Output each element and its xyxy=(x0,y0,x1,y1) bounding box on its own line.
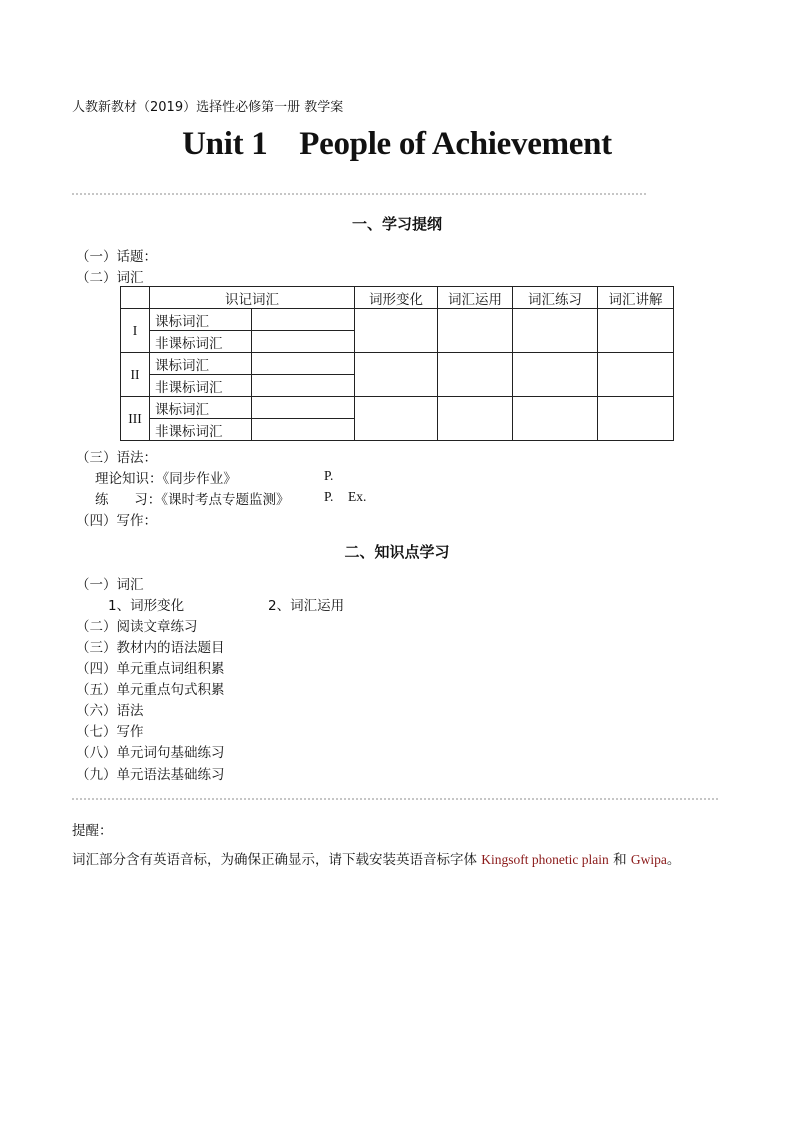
knowledge-item: （六）语法 xyxy=(76,703,144,719)
font-name-gwipa: Gwipa xyxy=(630,852,667,867)
table-cell xyxy=(438,397,513,441)
section-1-title: 一、学习提纲 xyxy=(351,215,442,233)
table-cell xyxy=(598,397,674,441)
page-title: Unit 1 People of Achievement xyxy=(182,126,612,162)
table-cell xyxy=(438,353,513,397)
table-cell xyxy=(252,397,355,419)
vocab-table xyxy=(120,286,674,441)
tip-text-before: 词汇部分含有英语音标，为确保正确显示，请下载安装英语音标字体 xyxy=(72,852,482,868)
table-cell xyxy=(598,309,674,353)
theory-page: P. xyxy=(324,468,334,483)
outline-topic: （一）话题： xyxy=(76,249,157,265)
table-cell xyxy=(513,309,598,353)
row-label: 非课标词汇 xyxy=(150,419,252,441)
table-header: 词汇运用 xyxy=(438,287,513,309)
row-label: 课标词汇 xyxy=(150,309,252,331)
practice-label: 练 习：《课时考点专题监测》 xyxy=(95,492,290,508)
table-header: 识记词汇 xyxy=(150,287,355,309)
group-label: III xyxy=(121,397,150,441)
table-header: 词汇练习 xyxy=(513,287,598,309)
knowledge-item: （四）单元重点词组积累 xyxy=(76,661,225,677)
page-header: 人教新教材（2019）选择性必修第一册 教学案 xyxy=(72,100,344,115)
row-label: 课标词汇 xyxy=(150,397,252,419)
knowledge-vocab: （一）词汇 xyxy=(76,577,144,593)
divider-top xyxy=(72,193,646,195)
practice-page: P. xyxy=(324,489,334,504)
knowledge-sub-1: 1、词形变化 xyxy=(108,598,185,614)
tip-label: 提醒： xyxy=(72,823,113,839)
group-label: I xyxy=(121,309,150,353)
knowledge-item: （二）阅读文章练习 xyxy=(76,619,198,635)
table-cell xyxy=(438,309,513,353)
table-cell xyxy=(355,353,438,397)
table-cell xyxy=(252,375,355,397)
knowledge-item: （九）单元语法基础练习 xyxy=(76,767,225,783)
table-corner xyxy=(121,287,150,309)
table-header: 词形变化 xyxy=(355,287,438,309)
table-cell xyxy=(252,331,355,353)
table-cell xyxy=(252,353,355,375)
section-2-title: 二、知识点学习 xyxy=(344,543,450,561)
font-name-kingsoft: Kingsoft phonetic plain xyxy=(481,852,609,867)
table-cell xyxy=(355,309,438,353)
table-cell xyxy=(252,309,355,331)
tip-text-after: 。 xyxy=(666,852,681,868)
outline-vocab: （二）词汇 xyxy=(76,270,144,286)
tip-text-middle: 和 xyxy=(608,852,631,868)
knowledge-item: （五）单元重点句式积累 xyxy=(76,682,225,698)
table-cell xyxy=(355,397,438,441)
row-label: 非课标词汇 xyxy=(150,331,252,353)
divider-bottom xyxy=(72,798,718,800)
knowledge-item: （三）教材内的语法题目 xyxy=(76,640,225,656)
outline-writing: （四）写作： xyxy=(76,513,157,529)
theory-label: 理论知识：《同步作业》 xyxy=(95,471,237,487)
row-label: 非课标词汇 xyxy=(150,375,252,397)
knowledge-item: （七）写作 xyxy=(76,724,144,740)
knowledge-sub-2: 2、词汇运用 xyxy=(268,598,345,614)
table-row xyxy=(121,397,674,419)
practice-ex: Ex. xyxy=(348,489,367,504)
row-label: 课标词汇 xyxy=(150,353,252,375)
knowledge-item: （八）单元词句基础练习 xyxy=(76,745,225,761)
outline-grammar: （三）语法： xyxy=(76,450,157,466)
table-cell xyxy=(513,397,598,441)
table-header-row xyxy=(121,287,674,309)
table-cell xyxy=(598,353,674,397)
table-header: 词汇讲解 xyxy=(598,287,674,309)
table-row xyxy=(121,353,674,375)
table-cell xyxy=(252,419,355,441)
tip-text xyxy=(72,848,680,868)
table-row xyxy=(121,309,674,331)
table-cell xyxy=(513,353,598,397)
group-label: II xyxy=(121,353,150,397)
